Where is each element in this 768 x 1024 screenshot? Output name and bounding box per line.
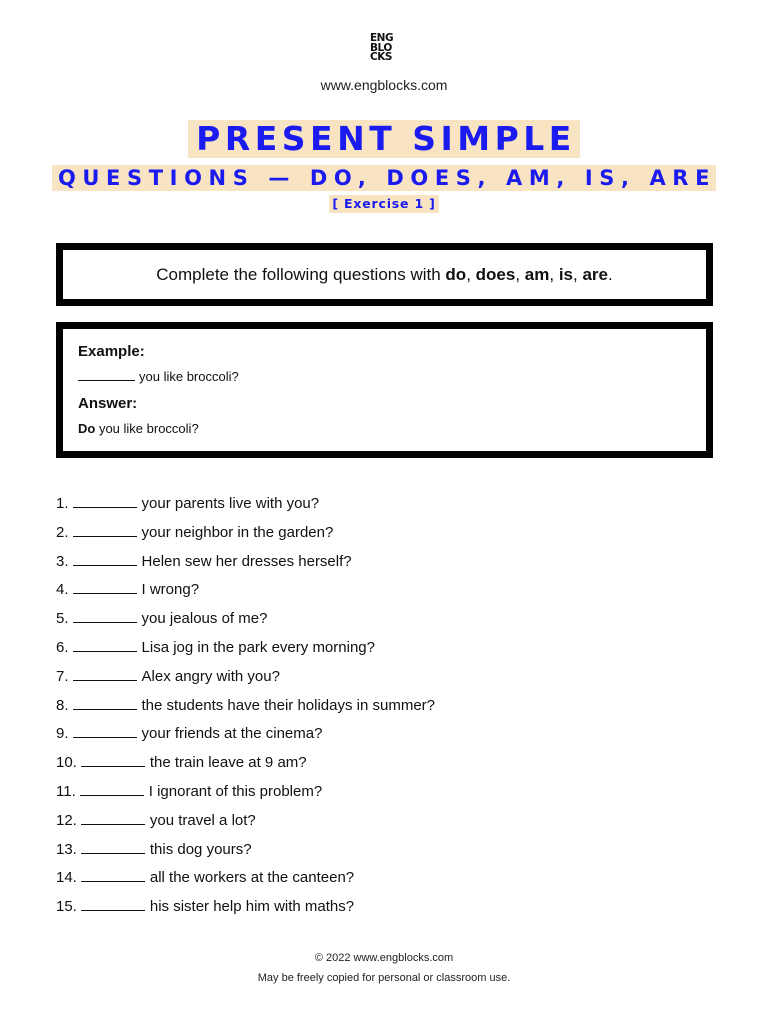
answer-sentence: you like broccoli? [95, 421, 199, 436]
example-sentence-line [78, 369, 706, 385]
question-number: 11. [56, 782, 76, 800]
answer-blank[interactable] [81, 852, 145, 854]
answer-blank[interactable] [81, 823, 145, 825]
question-item [56, 692, 736, 721]
question-item [56, 807, 736, 836]
instruction-suffix: . [608, 264, 613, 284]
instruction-box [56, 243, 713, 306]
question-item [56, 749, 736, 778]
question-item [56, 720, 736, 749]
logo-line: ENG [370, 32, 394, 44]
title-container [0, 120, 768, 158]
instruction-word-do: do [445, 264, 467, 284]
question-text: all the workers at the canteen? [149, 869, 355, 887]
answer-blank[interactable] [73, 708, 137, 710]
example-heading: Example: [78, 343, 145, 360]
answer-blank[interactable] [73, 650, 137, 652]
answer-blank[interactable] [81, 880, 145, 882]
exercise-label-container [0, 195, 768, 213]
instruction-word-is: is [558, 264, 574, 284]
logo-line: BLO [370, 41, 392, 54]
question-text: the train leave at 9 am? [149, 754, 307, 772]
instruction-prefix: Complete the following questions with [156, 264, 446, 284]
question-text: I wrong? [141, 581, 200, 599]
example-sentence: you like broccoli? [139, 369, 239, 384]
question-text: you jealous of me? [141, 610, 268, 628]
answer-blank[interactable] [80, 794, 144, 796]
answer-blank[interactable] [73, 736, 137, 738]
question-number: 7. [56, 667, 69, 685]
question-item [56, 490, 736, 519]
question-item [56, 605, 736, 634]
exercise-label: [ Exercise 1 ] [329, 195, 438, 213]
question-text: I ignorant of this problem? [148, 782, 323, 800]
answer-blank[interactable] [73, 679, 137, 681]
engblocks-logo [370, 34, 400, 63]
question-text: the students have their holidays in summer? [141, 696, 436, 714]
question-number: 4. [56, 581, 69, 599]
subtitle-container [0, 165, 768, 191]
question-text: your friends at the cinema? [141, 725, 323, 743]
instruction-text [156, 265, 612, 285]
question-item [56, 836, 736, 865]
question-list [56, 490, 736, 922]
question-text: Alex angry with you? [141, 667, 280, 685]
question-number: 10. [56, 754, 77, 772]
question-item [56, 519, 736, 548]
answer-blank[interactable] [81, 765, 145, 767]
question-item [56, 663, 736, 692]
question-text: you travel a lot? [149, 811, 256, 829]
question-text: Lisa jog in the park every morning? [141, 638, 375, 656]
question-number: 1. [56, 495, 69, 512]
question-number: 13. [56, 840, 77, 858]
question-text: your neighbor in the garden? [141, 523, 334, 541]
answer-blank[interactable] [73, 592, 137, 594]
footer-license: May be freely copied for personal or classroom use. [257, 972, 511, 984]
question-item [56, 864, 736, 893]
instruction-separator: , [549, 264, 559, 284]
instruction-word-are: are [582, 264, 608, 284]
question-item [56, 634, 736, 663]
question-text: Helen sew her dresses herself? [141, 552, 352, 570]
instruction-word-am: am [524, 264, 550, 284]
question-number: 5. [56, 610, 69, 628]
page-title: PRESENT SIMPLE [188, 120, 580, 158]
instruction-separator: , [466, 264, 476, 284]
question-text: his sister help him with maths? [149, 898, 355, 916]
page-subtitle: QUESTIONS — DO, DOES, AM, IS, ARE [52, 165, 716, 191]
question-item [56, 548, 736, 577]
site-url[interactable]: www.engblocks.com [320, 77, 448, 93]
question-number: 15. [56, 898, 77, 916]
answer-blank[interactable] [73, 506, 137, 508]
question-number: 2. [56, 523, 69, 541]
logo-line: CKS [370, 51, 392, 63]
question-number: 14. [56, 869, 77, 887]
answer-blank[interactable] [73, 621, 137, 623]
instruction-word-does: does [475, 264, 516, 284]
footer-copyright: © 2022 www.engblocks.com [314, 952, 454, 964]
answer-sentence-line [78, 421, 706, 437]
question-item [56, 893, 736, 922]
question-number: 12. [56, 811, 77, 829]
question-item [56, 778, 736, 807]
question-item [56, 576, 736, 605]
question-number: 8. [56, 696, 69, 714]
question-number: 3. [56, 552, 69, 570]
question-number: 9. [56, 725, 69, 743]
answer-blank[interactable] [81, 909, 145, 911]
example-box [56, 322, 713, 458]
question-text: your parents live with you? [141, 495, 320, 512]
question-number: 6. [56, 638, 69, 656]
answer-heading: Answer: [78, 395, 138, 412]
answer-word: Do [78, 421, 96, 436]
instruction-separator: , [573, 264, 583, 284]
answer-blank [78, 379, 135, 381]
instruction-separator: , [515, 264, 525, 284]
answer-blank[interactable] [73, 535, 137, 537]
question-text: this dog yours? [149, 840, 252, 858]
answer-blank[interactable] [73, 564, 137, 566]
